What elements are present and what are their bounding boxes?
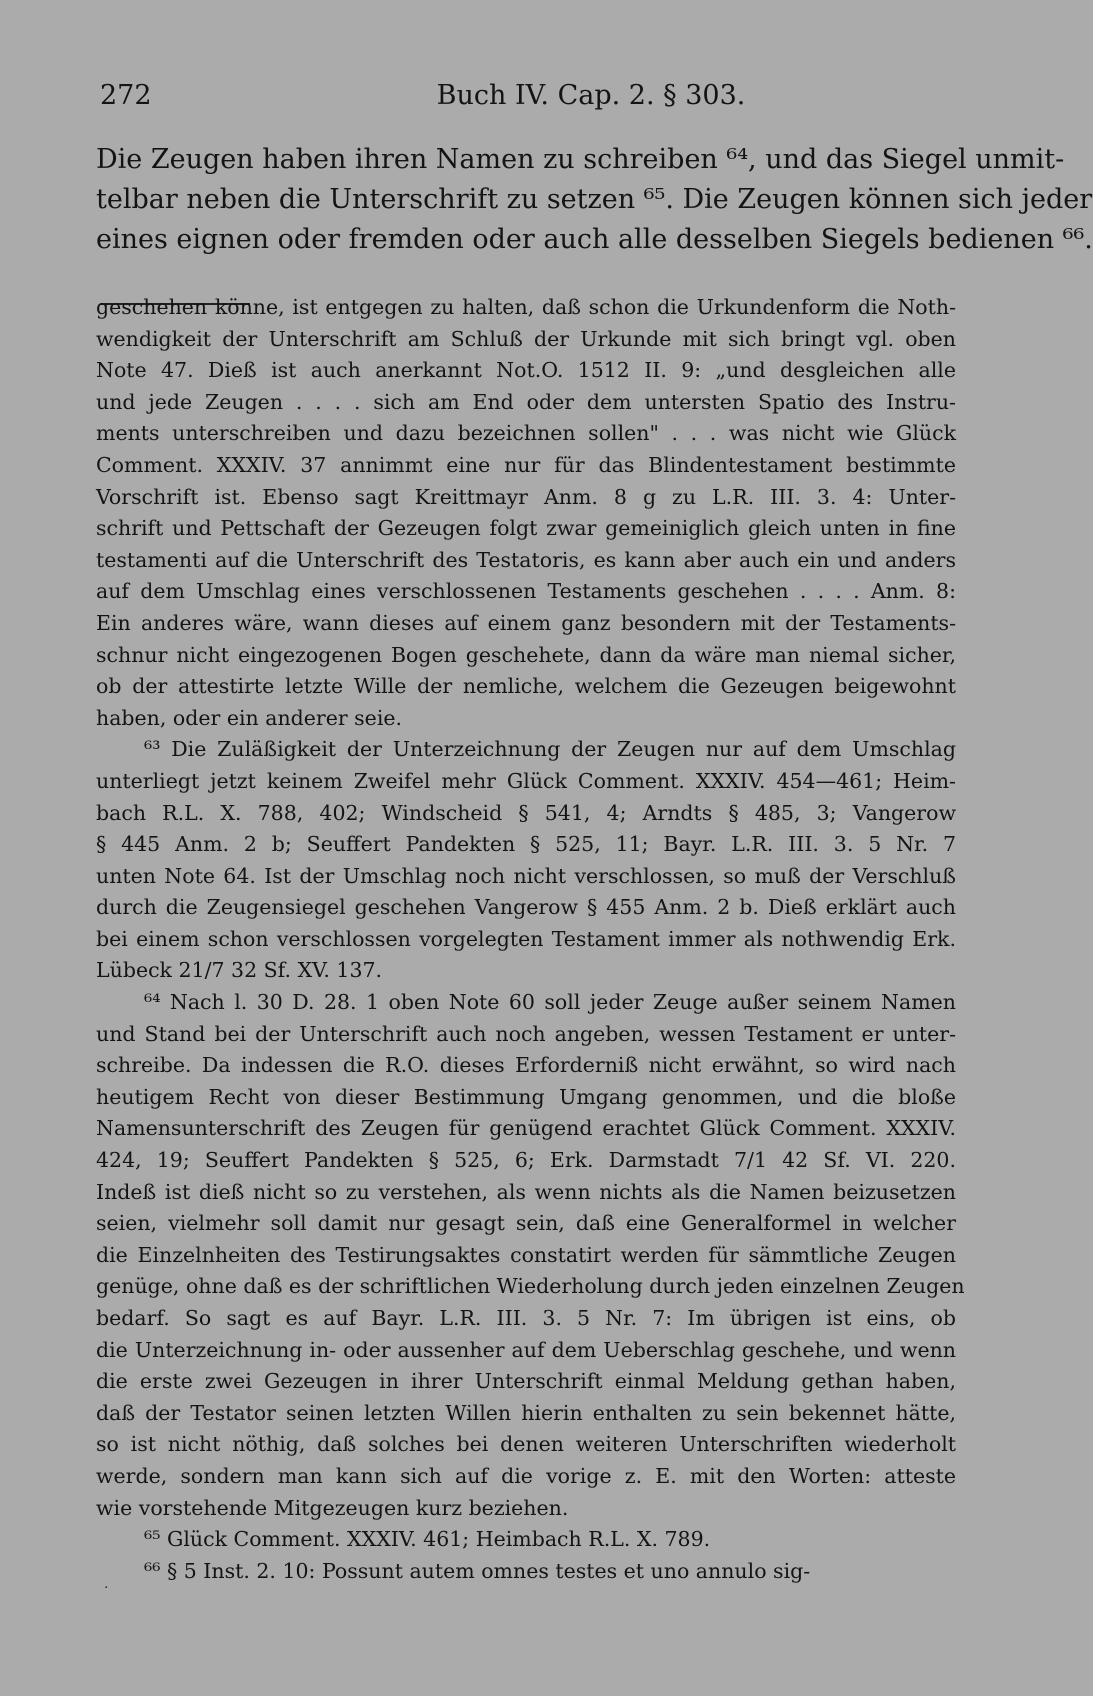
footnote-line: heutigem Recht von dieser Bestimmung Umgang genommen, und die bloße <box>96 1084 956 1109</box>
footnote-line: seien, vielmehr soll damit nur gesagt sein, daß eine Generalformel in welcher <box>96 1211 956 1236</box>
footnote-line: genüge, ohne daß es der schriftlichen Wiederholung durch jeden einzelnen Zeugen <box>96 1274 965 1299</box>
footnote-line: wendigkeit der Unterschrift am Schluß der Urkunde mit sich bringt vgl. oben <box>96 326 956 351</box>
footnote-line: Namensunterschrift des Zeugen für genügend erachtet Glück Comment. XXXIV. <box>96 1116 956 1141</box>
footnote-line: 424, 19; Seuffert Pandekten § 525, 6; Erk. Darmstadt 7/1 42 Sf. VI. 220. <box>96 1148 956 1173</box>
running-title: Buch IV. Cap. 2. § 303. <box>436 80 746 111</box>
main-line: eines eignen oder fremden oder auch alle desselben Siegels bedienen ⁶⁶. <box>96 224 1093 255</box>
footnote-line: ⁶³ Die Zuläßigkeit der Unterzeichnung der Zeugen nur auf dem Umschlag <box>144 737 956 762</box>
print-mark: · <box>104 1580 109 1596</box>
footnotes <box>96 292 965 1587</box>
page-number: 272 <box>100 80 152 111</box>
footnote-line: unten Note 64. Ist der Umschlag noch nicht verschlossen, so muß der Verschluß <box>96 863 956 888</box>
footnote-line: geschehen könne, ist entgegen zu halten, daß schon die Urkundenform die Noth- <box>96 295 956 319</box>
footnote-line: ⁶⁴ Nach l. 30 D. 28. 1 oben Note 60 soll jeder Zeuge außer seinem Namen <box>144 990 956 1015</box>
footnote-line: Comment. XXXIV. 37 annimmt eine nur für das Blindentestament bestimmte <box>96 452 956 477</box>
footnote-line: auf dem Umschlag eines verschlossenen Testaments geschehen . . . . Anm. 8: <box>96 579 956 604</box>
footnote-line: bedarf. So sagt es auf Bayr. L.R. III. 3. 5 Nr. 7: Im übrigen ist eins, ob <box>96 1306 956 1330</box>
footnote-line: wie vorstehende Mitgezeugen kurz beziehen. <box>96 1495 569 1520</box>
footnote-line: haben, oder ein anderer seie. <box>96 705 403 730</box>
footnote-line: Ein anderes wäre, wann dieses auf einem ganz besondern mit der Testaments- <box>96 610 956 635</box>
footnote-line: und jede Zeugen . . . . sich am End oder dem untersten Spatio des Instru- <box>96 389 956 414</box>
footnote-line: Vorschrift ist. Ebenso sagt Kreittmayr Anm. 8 g zu L.R. III. 3. 4: Unter- <box>96 484 956 509</box>
footnote-line: ⁶⁶ § 5 Inst. 2. 10: Possunt autem omnes testes et uno annulo sig- <box>144 1558 811 1583</box>
footnote-line: schreibe. Da indessen die R.O. dieses Erforderniß nicht erwähnt, so wird nach <box>96 1053 956 1078</box>
footnote-line: bach R.L. X. 788, 402; Windscheid § 541, 4; Arndts § 485, 3; Vangerow <box>96 800 956 825</box>
footnote-line: die erste zwei Gezeugen in ihrer Unterschrift einmal Meldung gethan haben, <box>96 1369 956 1394</box>
footnote-line: durch die Zeugensiegel geschehen Vangerow § 455 Anm. 2 b. Dieß erklärt auch <box>96 895 956 920</box>
footnote-line: die Unterzeichnung in- oder aussenher auf dem Ueberschlag geschehe, und wenn <box>96 1337 956 1362</box>
footnote-line: schrift und Pettschaft der Gezeugen folgt zwar gemeiniglich gleich unten in fine <box>96 516 956 541</box>
footnote-line: § 445 Anm. 2 b; Seuffert Pandekten § 525, 11; Bayr. L.R. III. 3. 5 Nr. 7 <box>96 832 956 857</box>
footnote-line: werde, sondern man kann sich auf die vorige z. E. mit den Worten: atteste <box>96 1463 956 1488</box>
footnote-line: und Stand bei der Unterschrift auch noch angeben, wessen Testament er unter- <box>96 1021 956 1046</box>
footnote-line: ⁶⁵ Glück Comment. XXXIV. 461; Heimbach R.L. X. 789. <box>144 1527 711 1552</box>
footnote-line: Note 47. Dieß ist auch anerkannt Not.O. 1512 II. 9: „und desgleichen alle <box>96 358 956 383</box>
main-line: telbar neben die Unterschrift zu setzen ⁶⁵. Die Zeugen können sich jeder <box>96 184 1093 215</box>
main-line: Die Zeugen haben ihren Namen zu schreiben ⁶⁴, und das Siegel unmit- <box>96 144 1065 175</box>
footnote-line: unterliegt jetzt keinem Zweifel mehr Glück Comment. XXXIV. 454—461; Heim- <box>96 768 956 793</box>
footnote-line: daß der Testator seinen letzten Willen hierin enthalten zu sein bekennet hätte, <box>96 1400 956 1425</box>
footnote-line: ments unterschreiben und dazu bezeichnen sollen" . . . was nicht wie Glück <box>96 421 956 446</box>
footnote-line: die Einzelnheiten des Testirungsaktes constatirt werden für sämmtliche Zeugen <box>96 1242 956 1267</box>
footnote-line: so ist nicht nöthig, daß solches bei denen weiteren Unterschriften wiederholt <box>96 1432 956 1457</box>
footnote-line: bei einem schon verschlossen vorgelegten Testament immer als nothwendig Erk. <box>96 926 956 951</box>
footnote-line: schnur nicht eingezogenen Bogen geschehete, dann da wäre man niemal sicher, <box>96 642 956 667</box>
footnote-line: Indeß ist dieß nicht so zu verstehen, als wenn nichts als die Namen beizusetzen <box>96 1179 956 1204</box>
footnote-line: ob der attestirte letzte Wille der nemliche, welchem die Gezeugen beigewohnt <box>96 674 956 699</box>
page-header <box>100 80 952 120</box>
footnote-line: Lübeck 21/7 32 Sf. XV. 137. <box>96 958 383 983</box>
main-text <box>96 140 1093 260</box>
footnote-line: testamenti auf die Unterschrift des Testatoris, es kann aber auch ein und anders <box>96 547 956 572</box>
